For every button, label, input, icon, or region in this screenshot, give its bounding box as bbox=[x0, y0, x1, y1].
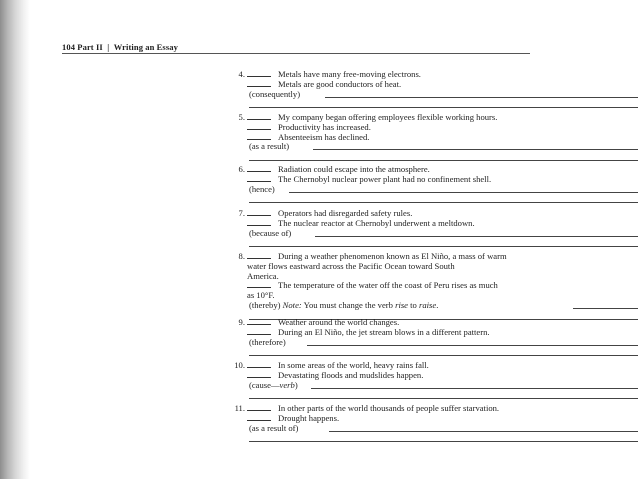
exercise-item-6 bbox=[214, 165, 638, 203]
order-blank[interactable] bbox=[247, 209, 271, 216]
answer-line[interactable] bbox=[249, 194, 638, 203]
answer-line[interactable] bbox=[249, 390, 638, 399]
answer-line[interactable] bbox=[289, 192, 638, 193]
exercise-item-4 bbox=[214, 70, 638, 108]
order-blank[interactable] bbox=[247, 328, 271, 335]
order-blank[interactable] bbox=[247, 123, 271, 130]
connector-cue: (therefore) bbox=[249, 336, 286, 347]
order-blank[interactable] bbox=[247, 133, 271, 140]
connector-cue: (because of) bbox=[249, 227, 292, 238]
answer-line[interactable] bbox=[249, 433, 638, 442]
sentence: During a weather phenomenon known as El Niño, a mass of warm bbox=[278, 251, 507, 261]
note-text: You must change the verb bbox=[303, 299, 393, 310]
sentence: In some areas of the world, heavy rains fall. bbox=[278, 360, 429, 370]
note-text: to bbox=[410, 299, 417, 310]
item-number: 8. bbox=[238, 251, 245, 261]
page-number: 104 bbox=[62, 42, 76, 52]
order-blank[interactable] bbox=[247, 371, 271, 378]
exercise-item-10 bbox=[214, 361, 638, 399]
connector-cue: ) bbox=[294, 379, 298, 390]
order-blank[interactable] bbox=[247, 404, 271, 411]
sentence: The nuclear reactor at Chernobyl underwent a meltdown. bbox=[278, 217, 475, 228]
item-number: 4. bbox=[238, 69, 245, 79]
note-verb: raise bbox=[419, 299, 437, 310]
order-blank[interactable] bbox=[247, 318, 271, 325]
exercise-item-9 bbox=[214, 318, 638, 356]
sentence: The temperature of the water off the coast of Peru rises as much bbox=[278, 280, 498, 291]
item-number: 7. bbox=[238, 208, 245, 218]
item-number: 10. bbox=[234, 360, 245, 370]
sentence: Productivity has increased. bbox=[278, 121, 371, 132]
sentence: Weather around the world changes. bbox=[278, 317, 400, 327]
sentence: During an El Niño, the jet stream blows in a different pattern. bbox=[278, 326, 490, 337]
exercise-item-11 bbox=[214, 404, 638, 442]
page-header bbox=[62, 42, 178, 52]
connector-cue-italic: verb bbox=[279, 379, 295, 390]
sentence: Devastating floods and mudslides happen. bbox=[278, 369, 424, 380]
sentence: Radiation could escape into the atmosphere. bbox=[278, 164, 430, 174]
item-number: 11. bbox=[234, 403, 245, 413]
book-binding-shadow bbox=[0, 0, 30, 479]
order-blank[interactable] bbox=[247, 80, 271, 87]
order-blank[interactable] bbox=[247, 219, 271, 226]
sentence: Drought happens. bbox=[278, 412, 340, 423]
item-number: 5. bbox=[238, 112, 245, 122]
exercise-item-7 bbox=[214, 209, 638, 247]
order-blank[interactable] bbox=[247, 70, 271, 77]
item-number: 9. bbox=[238, 317, 245, 327]
sentence-continuation: America. bbox=[247, 270, 279, 281]
sentence: The Chernobyl nuclear power plant had no confinement shell. bbox=[278, 173, 492, 184]
exercise-item-8 bbox=[214, 252, 638, 320]
part-label: Part II bbox=[77, 42, 103, 52]
answer-line[interactable] bbox=[249, 238, 638, 247]
header-separator: | bbox=[107, 42, 110, 52]
connector-cue: (cause— bbox=[249, 379, 280, 390]
sentence: In other parts of the world thousands of people suffer starvation. bbox=[278, 403, 500, 413]
sentence: Metals are good conductors of heat. bbox=[278, 78, 402, 89]
order-blank[interactable] bbox=[247, 252, 271, 259]
answer-line[interactable] bbox=[325, 97, 638, 98]
order-blank[interactable] bbox=[247, 165, 271, 172]
answer-line[interactable] bbox=[313, 149, 638, 150]
answer-line[interactable] bbox=[249, 99, 638, 108]
note-text: . bbox=[436, 299, 439, 310]
answer-line[interactable] bbox=[311, 388, 638, 389]
header-rule bbox=[62, 53, 530, 54]
order-blank[interactable] bbox=[247, 175, 271, 182]
exercise-item-5 bbox=[214, 113, 638, 161]
item-number: 6. bbox=[238, 164, 245, 174]
note-label: Note: bbox=[282, 299, 302, 310]
order-blank[interactable] bbox=[247, 113, 271, 120]
connector-cue: (thereby) bbox=[249, 299, 281, 310]
answer-line[interactable] bbox=[573, 308, 638, 309]
answer-line[interactable] bbox=[249, 152, 638, 161]
connector-cue: (as a result) bbox=[249, 141, 290, 152]
connector-cue: (as a result of) bbox=[249, 422, 299, 433]
sentence: My company began offering employees flexible working hours. bbox=[278, 112, 498, 122]
chapter-title: Writing an Essay bbox=[113, 42, 178, 52]
answer-line[interactable] bbox=[249, 347, 638, 356]
sentence: Absenteeism has declined. bbox=[278, 131, 370, 142]
sentence: Operators had disregarded safety rules. bbox=[278, 208, 413, 218]
connector-cue: (hence) bbox=[249, 183, 275, 194]
sentence-continuation: as 10°F. bbox=[247, 290, 275, 301]
sentence: Metals have many free-moving electrons. bbox=[278, 69, 421, 79]
order-blank[interactable] bbox=[247, 361, 271, 368]
connector-cue: (consequently) bbox=[249, 88, 301, 99]
note-verb: rise bbox=[395, 299, 408, 310]
answer-line[interactable] bbox=[329, 431, 638, 432]
answer-line[interactable] bbox=[307, 345, 638, 346]
sentence-continuation: water flows eastward across the Pacific Ocean toward South bbox=[247, 260, 455, 271]
order-blank[interactable] bbox=[247, 414, 271, 421]
order-blank[interactable] bbox=[247, 281, 271, 288]
answer-line[interactable] bbox=[315, 236, 638, 237]
